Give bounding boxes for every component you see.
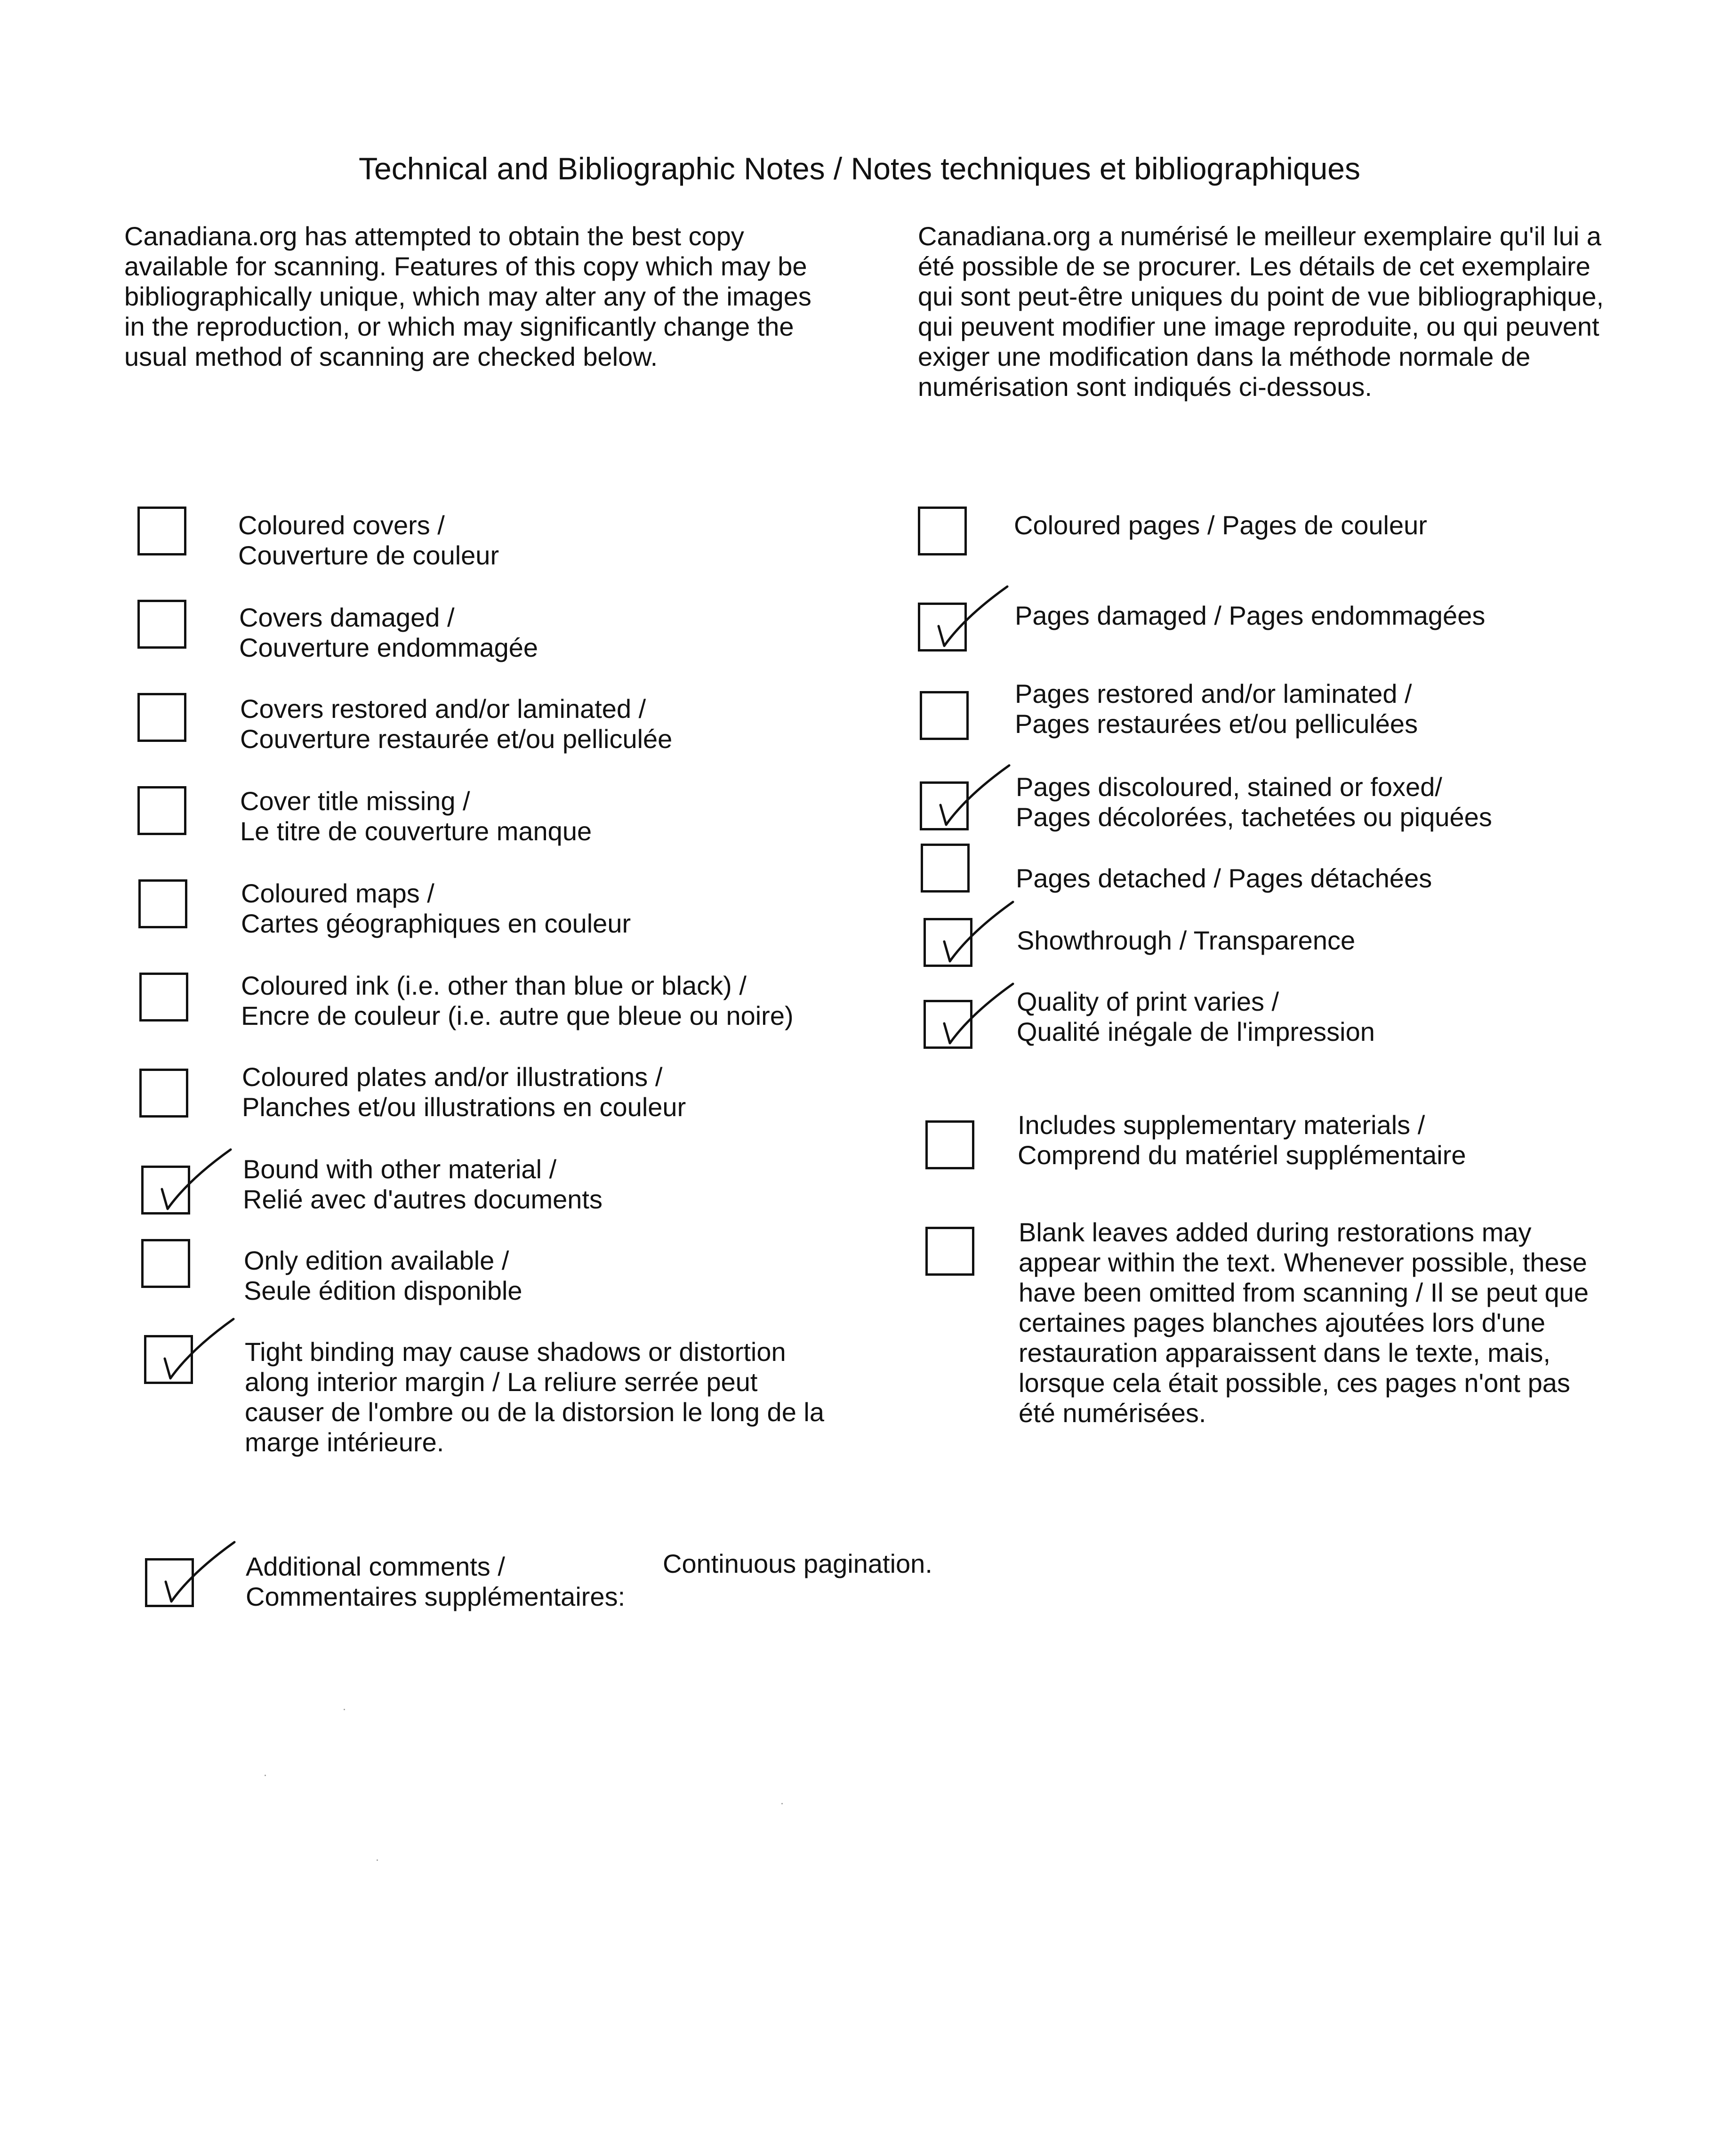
left-item-2-checkbox[interactable] (137, 693, 186, 742)
scan-speck (781, 1803, 783, 1804)
intro-fr-line: qui sont peut-être uniques du point de vue bibliographique, (918, 282, 1604, 311)
checkmark-icon (934, 763, 1028, 838)
right-item-6-label-line: Qualité inégale de l'impression (1017, 1017, 1375, 1046)
left-item-9-label (245, 1337, 824, 1457)
left-item-3-checkbox[interactable] (137, 786, 186, 835)
left-item-6-label-line: Coloured plates and/or illustrations / (242, 1062, 663, 1092)
left-item-4-label (241, 878, 631, 939)
scan-speck (265, 1775, 266, 1776)
right-item-8-label-line: lorsque cela était possible, ces pages n'ont pas (1019, 1368, 1570, 1398)
right-item-6-label-line: Quality of print varies / (1017, 987, 1279, 1016)
right-item-1-label-line: Pages damaged / Pages endommagées (1015, 601, 1486, 630)
right-item-5-label-line: Showthrough / Transparence (1017, 925, 1356, 955)
left-item-9-label-line: causer de l'ombre ou de la distorsion le long de la (245, 1397, 824, 1427)
right-item-3-label (1016, 772, 1492, 832)
left-item-1-label-line: Covers damaged / (239, 603, 455, 632)
intro-french (918, 221, 1604, 402)
left-item-5-label-line: Coloured ink (i.e. other than blue or black) / (241, 971, 747, 1000)
left-item-1-label (239, 603, 538, 663)
intro-en-line: usual method of scanning are checked below. (124, 342, 658, 371)
right-item-8-checkbox[interactable] (925, 1227, 974, 1276)
left-item-3-label-line: Le titre de couverture manque (240, 816, 592, 846)
left-item-3-label (240, 786, 592, 846)
left-item-4-checkbox[interactable] (138, 879, 187, 928)
left-item-4-label-line: Cartes géographiques en couleur (241, 909, 631, 938)
intro-english (124, 221, 811, 372)
left-item-2-label-line: Covers restored and/or laminated / (240, 694, 646, 724)
left-item-6-label-line: Planches et/ou illustrations en couleur (242, 1092, 686, 1122)
left-item-4-label-line: Coloured maps / (241, 878, 434, 908)
right-item-0-label (1014, 510, 1427, 540)
left-item-0-label-line: Couverture de couleur (238, 540, 499, 570)
right-item-2-label (1015, 679, 1418, 739)
right-item-5-label (1017, 925, 1355, 956)
right-item-2-label-line: Pages restored and/or laminated / (1015, 679, 1412, 708)
checkmark-icon (155, 1147, 249, 1222)
right-item-8-label-line: été numérisées. (1019, 1398, 1206, 1428)
right-item-2-label-line: Pages restaurées et/ou pelliculées (1015, 709, 1418, 739)
additional-comments-label (246, 1552, 625, 1612)
right-item-8-label-line: have been omitted from scanning / Il se peut que (1019, 1278, 1589, 1307)
right-item-6-label (1017, 987, 1375, 1047)
left-item-5-checkbox[interactable] (139, 973, 188, 1022)
intro-fr-line: qui peuvent modifier une image reproduite, ou qui peuvent (918, 312, 1599, 341)
scan-speck (344, 1709, 345, 1710)
left-item-7-label-line: Relié avec d'autres documents (243, 1184, 602, 1214)
right-item-4-label-line: Pages detached / Pages détachées (1016, 863, 1432, 893)
left-item-2-label (240, 694, 672, 754)
right-item-7-label-line: Comprend du matériel supplémentaire (1018, 1140, 1466, 1170)
checkmark-icon (158, 1316, 252, 1392)
right-item-2-checkbox[interactable] (920, 691, 969, 740)
checkmark-icon (159, 1539, 253, 1615)
right-item-8-label (1019, 1217, 1589, 1428)
intro-en-line: available for scanning. Features of this copy which may be (124, 251, 807, 281)
left-item-9-label-line: Tight binding may cause shadows or distortion (245, 1337, 786, 1367)
left-item-1-label-line: Couverture endommagée (239, 633, 538, 662)
intro-fr-line: numérisation sont indiqués ci-dessous. (918, 372, 1372, 402)
right-item-8-label-line: appear within the text. Whenever possible, these (1019, 1247, 1587, 1277)
left-item-0-checkbox[interactable] (137, 507, 186, 555)
intro-fr-line: Canadiana.org a numérisé le meilleur exemplaire qu'il lui a (918, 221, 1601, 251)
page-title: Technical and Bibliographic Notes / Notes techniques et bibliographiques (359, 151, 1360, 186)
scan-speck (377, 1859, 378, 1861)
intro-fr-line: exiger une modification dans la méthode normale de (918, 342, 1531, 371)
left-item-8-label (244, 1246, 522, 1306)
right-item-7-label (1018, 1110, 1466, 1170)
left-item-1-checkbox[interactable] (137, 600, 186, 649)
left-item-0-label-line: Coloured covers / (238, 510, 445, 540)
left-item-5-label (241, 971, 794, 1031)
right-item-0-label-line: Coloured pages / Pages de couleur (1014, 510, 1427, 540)
left-item-8-label-line: Seule édition disponible (244, 1276, 522, 1305)
left-item-5-label-line: Encre de couleur (i.e. autre que bleue ou noire) (241, 1001, 794, 1030)
intro-en-line: Canadiana.org has attempted to obtain the best copy (124, 221, 744, 251)
right-item-3-label-line: Pages discoloured, stained or foxed/ (1016, 772, 1442, 802)
left-item-9-label-line: marge intérieure. (245, 1427, 444, 1457)
left-item-8-label-line: Only edition available / (244, 1246, 509, 1275)
right-item-8-label-line: certaines pages blanches ajoutées lors d'une (1019, 1308, 1545, 1337)
checkmark-icon (932, 584, 1026, 659)
right-item-8-label-line: restauration apparaissent dans le texte, mais, (1019, 1338, 1550, 1368)
intro-fr-line: été possible de se procurer. Les détails de cet exemplaire (918, 251, 1590, 281)
intro-en-line: bibliographically unique, which may alter any of the images (124, 282, 811, 311)
left-item-0-label (238, 510, 499, 571)
intro-en-line: in the reproduction, or which may significantly change the (124, 312, 794, 341)
left-item-6-checkbox[interactable] (139, 1069, 188, 1118)
left-item-7-label-line: Bound with other material / (243, 1154, 557, 1184)
left-item-7-label (243, 1154, 602, 1215)
left-item-3-label-line: Cover title missing / (240, 786, 470, 816)
right-item-3-label-line: Pages décolorées, tachetées ou piquées (1016, 802, 1492, 832)
additional-comments-value: Continuous pagination. (663, 1549, 932, 1578)
right-item-0-checkbox[interactable] (918, 507, 967, 555)
left-item-6-label (242, 1062, 686, 1122)
additional-comments-label-line: Additional comments / (246, 1552, 505, 1581)
right-item-1-label (1015, 601, 1485, 631)
left-item-9-label-line: along interior margin / La reliure serrée peut (245, 1367, 758, 1397)
right-item-8-label-line: Blank leaves added during restorations may (1019, 1217, 1532, 1247)
right-item-7-checkbox[interactable] (925, 1120, 974, 1169)
left-item-2-label-line: Couverture restaurée et/ou pelliculée (240, 724, 673, 754)
left-item-8-checkbox[interactable] (141, 1239, 190, 1288)
right-item-4-checkbox[interactable] (921, 844, 970, 893)
right-item-4-label (1016, 863, 1432, 893)
right-item-7-label-line: Includes supplementary materials / (1018, 1110, 1425, 1140)
additional-comments-label-line: Commentaires supplémentaires: (246, 1582, 626, 1611)
